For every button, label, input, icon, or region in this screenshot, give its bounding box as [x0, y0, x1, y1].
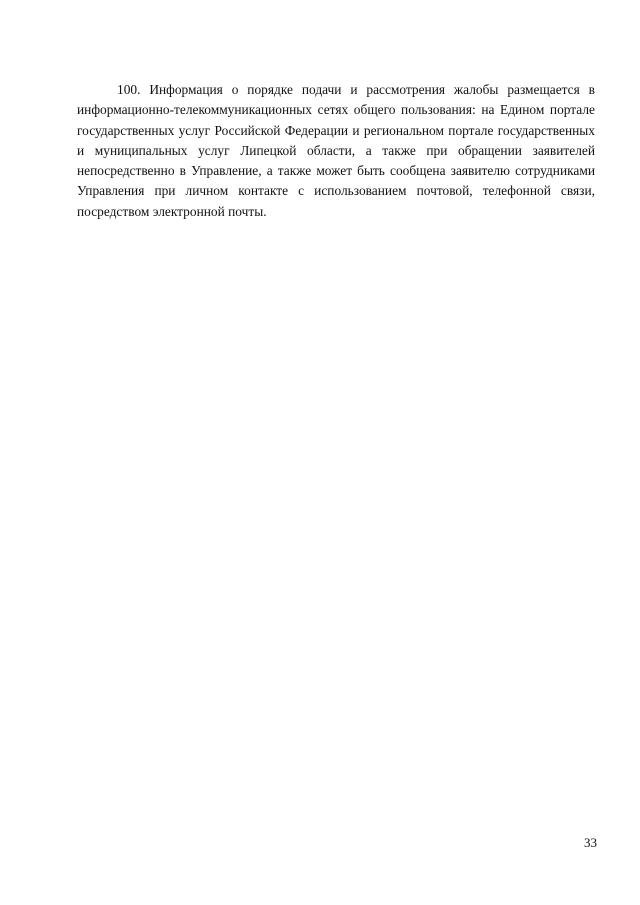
body-paragraph: 100. Информация о порядке подачи и рассмотрения жалобы размещается в информационно-телекоммуникационных сетях общего пользования: на Едином портале государственных услуг Российской Федерации и региональном портале государственных и муниципальных услуг Липецкой области, а также при обращении заявителей непосредственно в Управление, а также может быть сообщена заявителю сотрудниками Управления при личном контакте с использованием почтовой, телефонной связи, посредством электронной почты. [77, 82, 595, 219]
page-number: 33 [584, 835, 597, 850]
